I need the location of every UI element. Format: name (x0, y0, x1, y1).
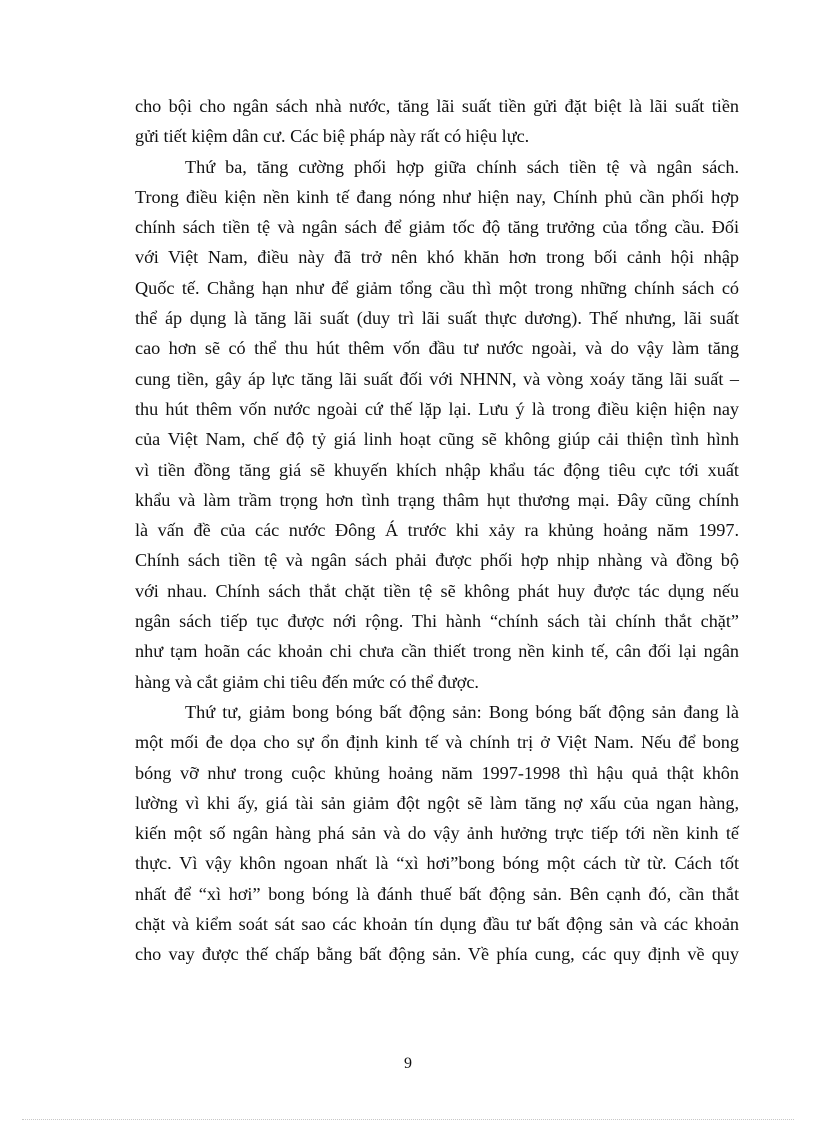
text-line: với Việt Nam, điều này đã trở nên khó khăn hơn trong bối cảnh hội nhập (135, 247, 739, 268)
text-line: vì tiền đồng tăng giá sẽ khuyến khích nhập khẩu tác động tiêu cực tới xuất (135, 459, 739, 480)
text-line: là vấn đề của các nước Đông Á trước khi xảy ra khủng hoảng năm 1997. (135, 520, 739, 541)
page-number: 9 (404, 1055, 412, 1072)
text-line: cung tiền, gây áp lực tăng lãi suất đối với NHNN, và vòng xoáy tăng lãi suất – (135, 368, 739, 389)
text-line: gửi tiết kiệm dân cư. Các biệ pháp này rất có hiệu lực. (135, 126, 530, 147)
text-line: bóng vỡ như trong cuộc khủng hoảng năm 1997-1998 thì hậu quả thật khôn (135, 762, 739, 783)
text-line: với nhau. Chính sách thắt chặt tiền tệ sẽ không phát huy được tác dụng nếu (135, 580, 739, 601)
text-line: cho bội cho ngân sách nhà nước, tăng lãi suất tiền gửi đặt biệt là lãi suất tiền (135, 96, 739, 116)
text-line: Quốc tế. Chẳng hạn như để giảm tổng cầu thì một trong những chính sách có (135, 277, 739, 298)
text-line: Thứ ba, tăng cường phối hợp giữa chính sách tiền tệ và ngân sách. (185, 156, 739, 177)
text-line: ngân sách tiếp tục được nới rộng. Thi hành “chính sách tài chính thắt chặt” (135, 611, 739, 632)
text-line: một mối đe dọa cho sự ổn định kinh tế và chính trị ở Việt Nam. Nếu để bong (135, 732, 739, 753)
text-line: hàng và cắt giảm chi tiêu đến mức có thể được. (135, 671, 479, 692)
body-text (135, 91, 739, 970)
text-line: Thứ tư, giảm bong bóng bất động sản: Bong bóng bất động sản đang là (185, 701, 739, 722)
text-line: cho vay được thế chấp bằng bất động sản. Về phía cung, các quy định về quy (135, 944, 739, 965)
text-line: thực. Vì vậy khôn ngoan nhất là “xì hơi”bong bóng một cách từ từ. Cách tốt (135, 853, 739, 874)
text-line: thể áp dụng là tăng lãi suất (duy trì lãi suất thực dương). Thế nhưng, lãi suất (135, 308, 739, 329)
text-line: chính sách tiền tệ và ngân sách để giảm tốc độ tăng trưởng của tổng cầu. Đối (135, 217, 739, 238)
text-line: nhất để “xì hơi” bong bóng là đánh thuế bất động sản. Bên cạnh đó, cần thắt (135, 883, 739, 904)
text-line: lường vì khi ấy, giá tài sản giảm đột ngột sẽ làm tăng nợ xấu của ngan hàng, (135, 792, 739, 813)
text-line: chặt và kiểm soát sát sao các khoản tín dụng đầu tư bất động sản và các khoản (135, 914, 739, 935)
text-line: khẩu và làm trầm trọng hơn tình trạng thâm hụt thương mại. Đây cũng chính (135, 489, 739, 510)
text-line: cao hơn sẽ có thể thu hút thêm vốn đầu tư nước ngoài, và do vậy làm tăng (135, 338, 739, 359)
text-line: Trong điều kiện nền kinh tế đang nóng như hiện nay, Chính phủ cần phối hợp (135, 186, 739, 207)
text-line: thu hút thêm vốn nước ngoài cứ thế lặp lại. Lưu ý là trong điều kiện hiện nay (135, 398, 739, 419)
text-line: Chính sách tiền tệ và ngân sách phải được phối hợp nhịp nhàng và đồng bộ (135, 550, 739, 571)
page-bottom-border (22, 1119, 794, 1120)
text-line: của Việt Nam, chế độ tỷ giá linh hoạt cũng sẽ không giúp cải thiện tình hình (135, 429, 739, 450)
text-line: kiến một số ngân hàng phá sản và do vậy ảnh hưởng trực tiếp tới nền kinh tế (135, 823, 739, 844)
text-line: như tạm hoãn các khoản chi chưa cần thiết trong nền kinh tế, cân đối lại ngân (135, 641, 739, 662)
